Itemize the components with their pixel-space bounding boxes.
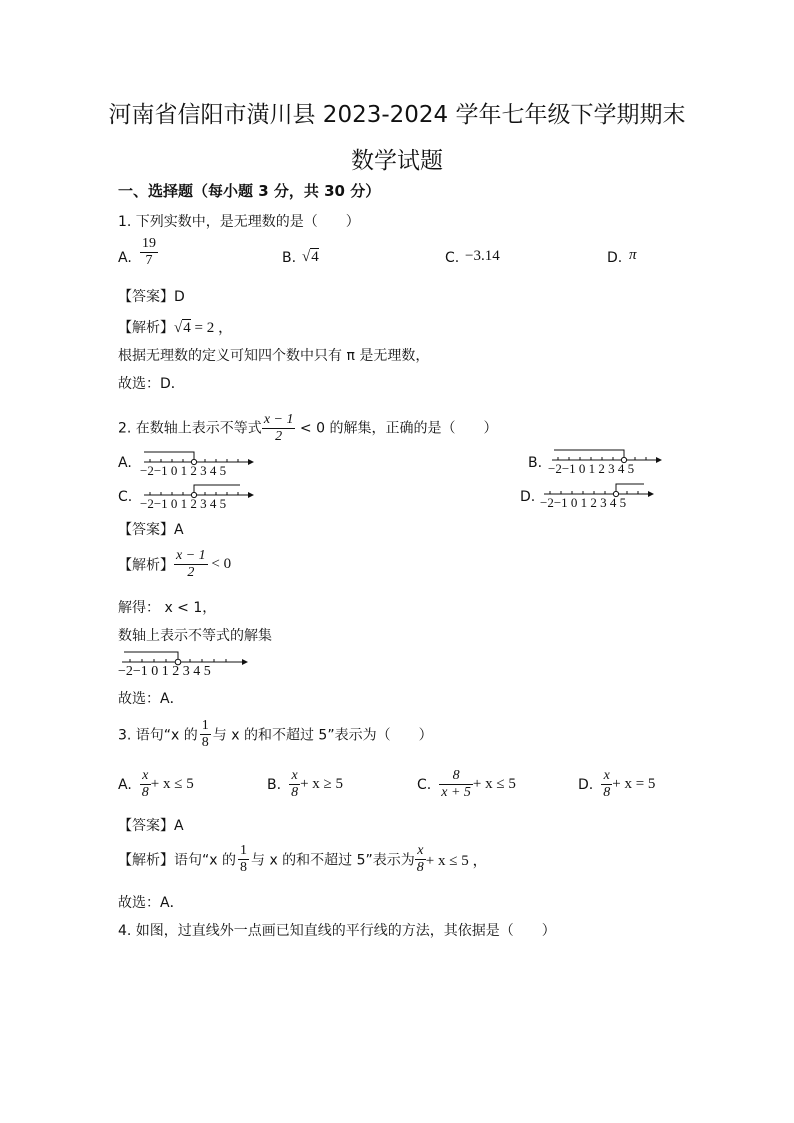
q2-stem-text: 2. 在数轴上表示不等式 <box>118 420 262 437</box>
q3-analysis-text-mid: 与 x 的和不超过 5”表示为 <box>251 852 415 869</box>
section-heading: 一、选择题（每小题 3 分，共 30 分） <box>118 182 381 200</box>
q3-conclusion: 故选：A． <box>118 895 184 911</box>
document-subtitle: 数学试题 <box>351 148 443 174</box>
q3-option-c-label: C. <box>417 776 432 793</box>
number-line-ticks: −2−1 0 1 2 3 4 5 <box>540 495 627 510</box>
q1-analysis-result: = 2 ， <box>190 320 233 336</box>
q2-option-d-number-line <box>540 480 655 512</box>
q3-analysis-numerator2: x <box>415 843 426 860</box>
q1-analysis <box>118 316 233 337</box>
q3-option-d-label: D. <box>578 776 594 793</box>
q1-a-denominator: 7 <box>145 253 153 268</box>
q1-option-b-label: B. <box>282 250 297 266</box>
q3-analysis-text: 【解析】语句“x 的 <box>118 852 236 869</box>
q1-option-a-label: A. <box>118 250 132 266</box>
q2-stem-text-end: < 0 的解集，正确的是（ ） <box>295 420 498 437</box>
q3-c-rest: + x ≤ 5 <box>472 776 516 792</box>
q2-answer: 【答案】A <box>118 522 184 538</box>
q2-analysis-denominator: 2 <box>187 565 195 580</box>
q3-analysis-denominator: 8 <box>240 860 247 875</box>
q1-a-numerator: 19 <box>142 236 156 251</box>
q2-option-a-number-line <box>140 448 255 480</box>
q3-stem-fraction <box>200 718 211 751</box>
q3-a-numerator: x <box>140 768 151 785</box>
q1-answer: 【答案】D <box>118 289 185 305</box>
q2-axis-text: 数轴上表示不等式的解集 <box>118 628 272 644</box>
q1-option-d-value: π <box>629 247 637 263</box>
q3-analysis-denominator2: 8 <box>416 860 424 875</box>
q1-stem: 1. 下列实数中，是无理数的是（ ） <box>118 214 360 230</box>
q3-stem-text-end: 与 x 的和不超过 5”表示为（ ） <box>212 727 433 744</box>
q3-analysis-text-end: + x ≤ 5 ， <box>425 853 488 869</box>
q1-b-radicand: 4 <box>311 249 319 265</box>
q2-analysis-fraction <box>174 548 208 581</box>
q1-conclusion: 故选：D． <box>118 376 185 392</box>
q3-option-c <box>417 768 516 801</box>
q1-analysis-line2: 根据无理数的定义可知四个数中只有 π 是无理数， <box>118 348 430 364</box>
q3-d-rest: + x = 5 <box>612 776 656 792</box>
q3-a-denominator: 8 <box>141 785 149 800</box>
q1-option-c-value: −3.14 <box>465 248 500 264</box>
q3-b-fraction <box>289 768 300 801</box>
q2-analysis-inequality: < 0 <box>207 556 232 572</box>
q2-analysis-label: 【解析】 <box>118 557 174 574</box>
q1-option-c-label: C. <box>445 250 460 266</box>
q3-a-rest: + x ≤ 5 <box>150 776 194 792</box>
q2-option-c-label: C. <box>118 489 133 505</box>
q3-stem-numerator: 1 <box>201 718 209 733</box>
q2-stem-denominator: 2 <box>275 429 283 444</box>
q2-solve: 解得： x < 1， <box>118 600 217 616</box>
q2-analysis <box>118 548 231 581</box>
q3-d-numerator: x <box>601 768 612 785</box>
q3-answer: 【答案】A <box>118 818 184 834</box>
q4-stem: 4. 如图，过直线外一点画已知直线的平行线的方法，其依据是（ ） <box>118 923 556 939</box>
q3-stem-denominator: 8 <box>201 735 209 750</box>
q3-option-b-label: B. <box>267 776 282 793</box>
q2-analysis-numerator: x − 1 <box>176 548 206 563</box>
q2-stem <box>118 412 497 445</box>
q2-solution-number-line <box>118 648 253 682</box>
q3-b-denominator: 8 <box>291 785 299 800</box>
q1-option-b-value <box>302 248 319 266</box>
q1-analysis-label: 【解析】 <box>118 320 174 336</box>
q3-analysis-numerator: 1 <box>240 843 247 858</box>
q2-option-d-label: D. <box>520 489 536 505</box>
q3-d-fraction <box>601 768 612 801</box>
q3-analysis-fraction <box>238 843 249 876</box>
sqrt-icon: √ <box>174 320 183 336</box>
q2-option-b-label: B. <box>528 455 543 471</box>
q3-option-d <box>578 768 655 801</box>
q2-stem-fraction <box>262 412 296 445</box>
q3-stem-text: 3. 语句“x 的 <box>118 727 198 744</box>
q3-option-a-label: A. <box>118 776 132 793</box>
q3-stem <box>118 718 433 751</box>
q3-c-fraction <box>439 768 473 801</box>
number-line-ticks: −2−1 0 1 2 3 4 5 <box>118 664 211 679</box>
q3-c-numerator: 8 <box>439 768 473 785</box>
q3-analysis <box>118 843 488 876</box>
q3-b-numerator: x <box>289 768 300 785</box>
q2-option-b-number-line <box>548 446 663 478</box>
number-line-ticks: −2−1 0 1 2 3 4 5 <box>140 496 227 511</box>
q2-option-a-label: A. <box>118 455 132 471</box>
number-line-ticks: −2−1 0 1 2 3 4 5 <box>548 461 635 476</box>
q2-stem-numerator: x − 1 <box>263 412 294 427</box>
q3-analysis-fraction2 <box>415 843 426 876</box>
q2-conclusion: 故选：A． <box>118 691 184 707</box>
sqrt-icon: √ <box>302 249 311 265</box>
q1-analysis-radicand: 4 <box>183 320 191 336</box>
q1-option-d-label: D. <box>607 250 623 266</box>
q3-a-fraction <box>140 768 151 801</box>
q3-d-denominator: 8 <box>603 785 611 800</box>
document-title: 河南省信阳市潢川县 2023-2024 学年七年级下学期期末 <box>108 102 686 128</box>
q3-option-b <box>267 768 343 801</box>
q1-option-a-fraction <box>140 236 158 269</box>
q3-c-denominator: x + 5 <box>441 785 471 800</box>
number-line-ticks: −2−1 0 1 2 3 4 5 <box>140 463 227 478</box>
q3-option-a <box>118 768 194 801</box>
q2-option-c-number-line <box>140 481 255 513</box>
q3-b-rest: + x ≥ 5 <box>300 776 344 792</box>
